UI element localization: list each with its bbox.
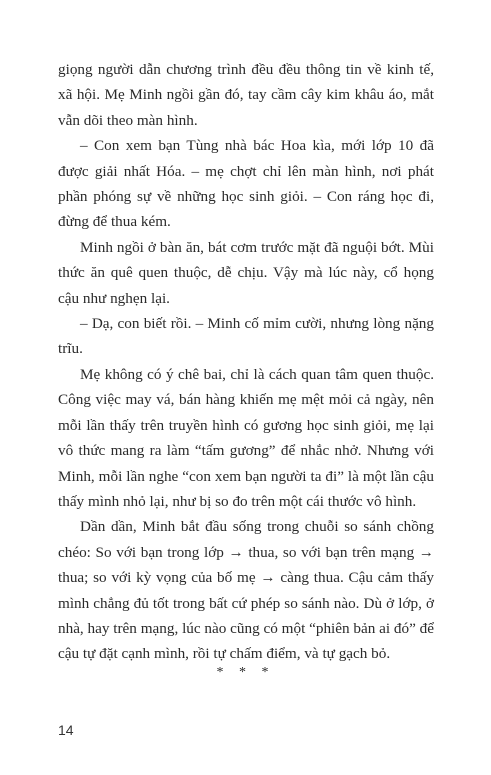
paragraph-4: – Dạ, con biết rồi. – Minh cố mỉm cười, nhưng lòng nặng trĩu. xyxy=(58,315,434,358)
paragraph-6: Dần dần, Minh bắt đầu sống trong chuỗi so sánh chồng chéo: So với bạn trong lớp → thua, so với bạn trên mạng → thua; so với kỳ vọng của bố mẹ → càng thua. Cậu cảm thấy mình chẳng đủ tốt trong bất cứ phép so sánh nào. Dù ở lớp, ở nhà, hay trên mạng, lúc nào cũng có một “phiên bản ai đó” để cậu tự đặt cạnh mình, rồi tự chấm điểm, và tự gạch bỏ. xyxy=(58,518,434,663)
paragraph-2: – Con xem bạn Tùng nhà bác Hoa kìa, mới lớp 10 đã được giải nhất Hóa. – mẹ chợt chỉ lên màn hình, nơi phát phần phóng sự về những học sinh giỏi. – Con ráng học đi, đừng để thua kém. xyxy=(58,137,434,231)
paragraph-1: giọng người dẫn chương trình đều đều thông tin về kinh tế, xã hội. Mẹ Minh ngồi gần đó, tay cầm cây kim khâu áo, mắt vẫn dõi theo màn hình. xyxy=(58,61,434,129)
page-number: 14 xyxy=(58,722,74,738)
paragraph-5: Mẹ không có ý chê bai, chỉ là cách quan tâm quen thuộc. Công việc may vá, bán hàng khiến mẹ mệt mỏi cả ngày, nên mỗi lần thấy trên truyền hình có gương học sinh giỏi, mẹ lại vô thức mang ra làm “tấm gương” để nhắc nhở. Nhưng với Minh, mỗi lần nghe “con xem bạn người ta đi” là một lần cậu thấy mình nhỏ lại, như bị so đo trên một cái thước vô hình. xyxy=(58,365,434,510)
section-separator: * * * xyxy=(216,665,275,680)
page-body xyxy=(58,57,434,667)
paragraph-3: Minh ngồi ở bàn ăn, bát cơm trước mặt đã nguội bớt. Mùi thức ăn quê quen thuộc, dễ chịu. Vậy mà lúc này, cổ họng cậu như nghẹn lại. xyxy=(58,238,434,307)
